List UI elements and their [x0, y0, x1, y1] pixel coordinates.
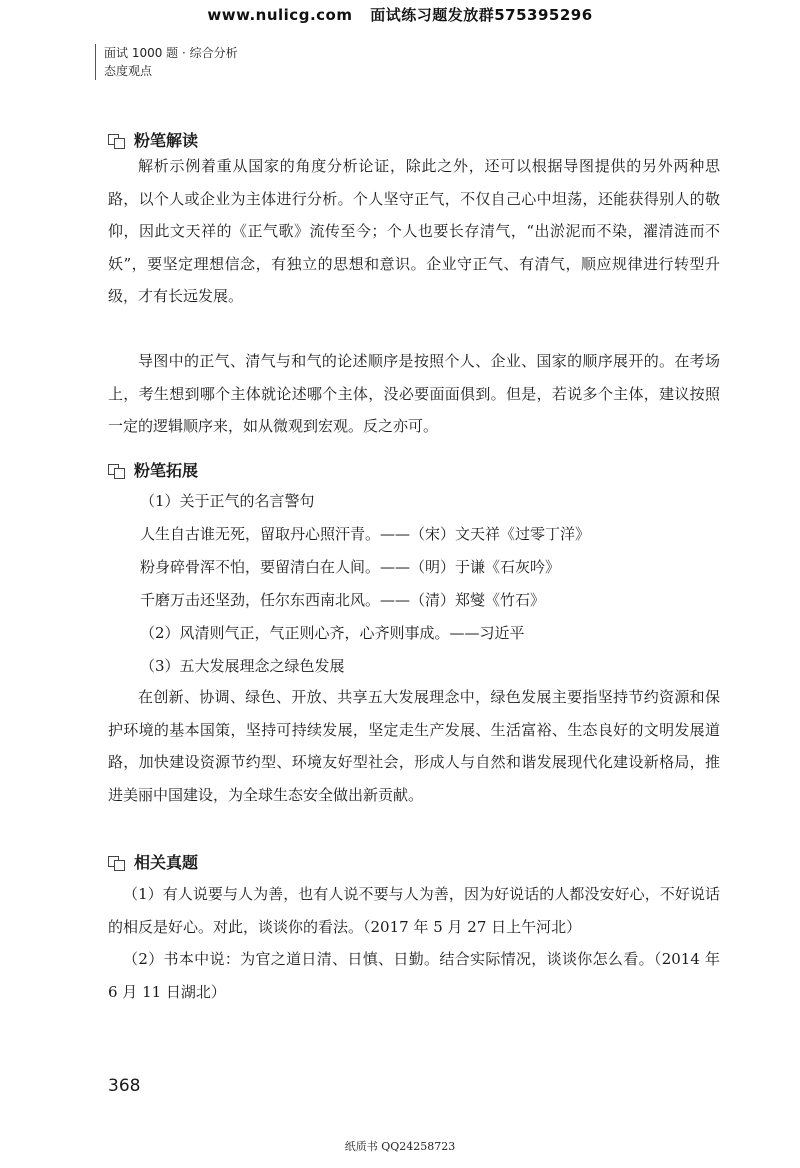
quote-1: 人生自古谁无死，留取丹心照汗青。——（宋）文天祥《过零丁洋》	[140, 525, 591, 543]
expansion-item3-heading: （3）五大发展理念之绿色发展	[140, 657, 345, 675]
section-expansion-heading	[108, 458, 198, 481]
interpretation-paragraph-2: 导图中的正气、清气与和气的论述顺序是按照个人、企业、国家的顺序展开的。在考场上，考生想到哪个主体就论述哪个主体，没必要面面俱到。但是，若说多个主体，建议按照一定的逻辑顺序来，如从微观到宏观。反之亦可。	[108, 352, 720, 435]
section-related-heading	[108, 850, 198, 873]
section-title: 相关真题	[134, 853, 199, 872]
expansion-item3-body: 在创新、协调、绿色、开放、共享五大发展理念中，绿色发展主要指坚持节约资源和保护环境的基本国策，坚持可持续发展，坚定走生产发展、生活富裕、生态良好的文明发展道路，加快建设资源节约型、环境友好型社会，形成人与自然和谐发展现代化建设新格局，推进美丽中国建设，为全球生态安全做出新贡献。	[108, 688, 720, 804]
watermark-text: 面试练习题发放群575395296	[370, 6, 593, 24]
running-head	[95, 44, 238, 80]
section-icon	[108, 463, 128, 477]
section-icon	[108, 133, 128, 147]
quote-3: 千磨万击还坚劲，任尔东西南北风。——（清）郑燮《竹石》	[140, 591, 546, 609]
related-question-1: （1）有人说要与人为善，也有人说不要与人为善，因为好说话的人都没安好心，不好说话的相反是好心。对此，谈谈你的看法。（2017 年 5 月 27 日上午河北）	[108, 885, 720, 936]
section-interpretation-heading	[108, 128, 198, 151]
interpretation-paragraph-1: 解析示例着重从国家的角度分析论证，除此之外，还可以根据导图提供的另外两种思路，以个人或企业为主体进行分析。个人坚守正气，不仅自己心中坦荡，还能获得别人的敬仰，因此文天祥的《正气歌》流传至今；个人也要长存清气，“出淤泥而不染，濯清涟而不妖”，要坚定理想信念，有独立的思想和意识。企业守正气、有清气，顺应规律进行转型升级，才有长远发展。	[108, 157, 720, 305]
expansion-item1-heading: （1）关于正气的名言警句	[140, 492, 315, 510]
page-number: 368	[108, 1076, 141, 1096]
watermark-url: www.nulicg.com	[207, 6, 353, 24]
section-icon	[108, 855, 128, 869]
footer-watermark: 纸质书 QQ24258723	[344, 1140, 456, 1153]
section-title: 粉笔解读	[134, 131, 199, 150]
running-head-chapter: 态度观点	[104, 64, 153, 78]
top-watermark	[0, 4, 800, 25]
section-title: 粉笔拓展	[134, 461, 199, 480]
related-question-2: （2）书本中说：为官之道日清、日慎、日勤。结合实际情况，谈谈你怎么看。（2014 年 6 月 11 日湖北）	[108, 950, 720, 1001]
expansion-item2: （2）风清则气正，气正则心齐，心齐则事成。——习近平	[140, 624, 525, 642]
quote-2: 粉身碎骨浑不怕，要留清白在人间。——（明）于谦《石灰吟》	[140, 558, 561, 576]
running-head-book: 面试 1000 题 · 综合分析	[104, 46, 238, 60]
